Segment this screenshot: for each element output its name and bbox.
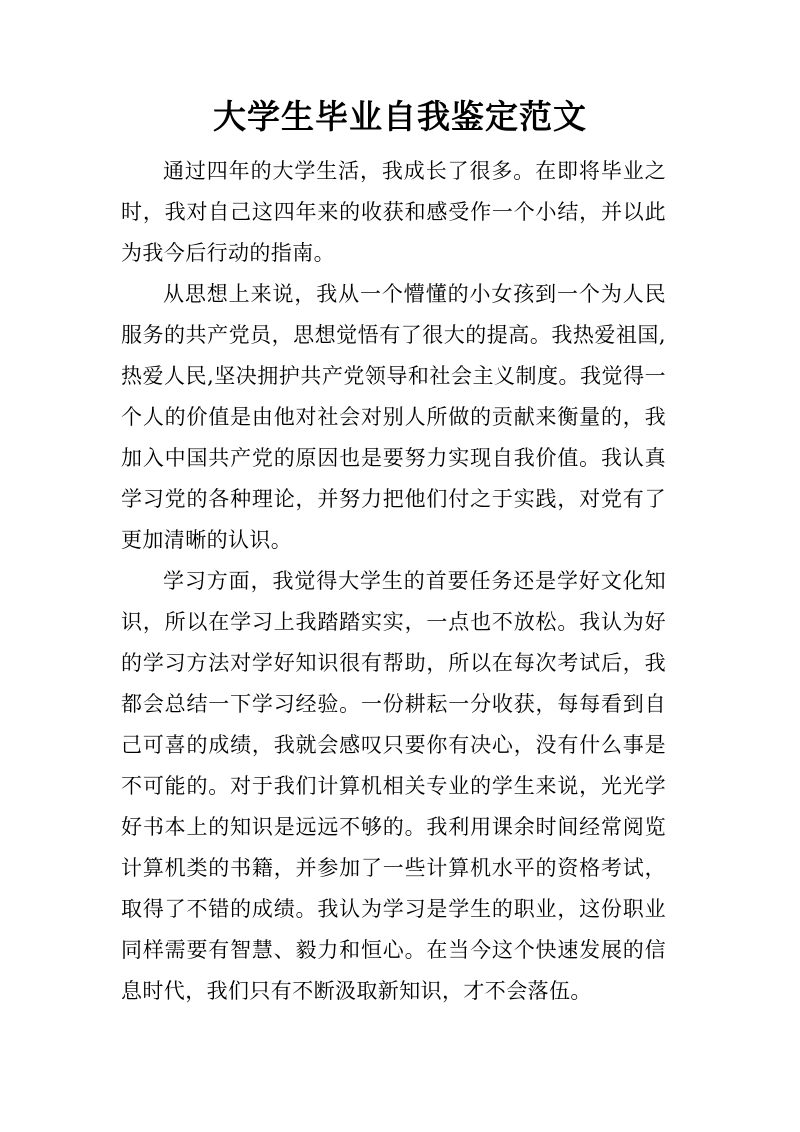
- document-title: 大学生毕业自我鉴定范文: [213, 97, 587, 136]
- document-body: [121, 151, 666, 1012]
- paragraph-ideology: 从思想上来说，我从一个懵懂的小女孩到一个为人民服务的共产党员，思想觉悟有了很大的提高。我热爱祖国,热爱人民,坚决拥护共产党领导和社会主义制度。我觉得一个人的价值是由他对社会对别人所做的贡献来衡量的，我加入中国共产党的原因也是要努力实现自我价值。我认真学习党的各种理论，并努力把他们付之于实践，对党有了更加清晰的认识。: [121, 282, 666, 552]
- paragraph-study: 学习方面，我觉得大学生的首要任务还是学好文化知识，所以在学习上我踏踏实实，一点也不放松。我认为好的学习方法对学好知识很有帮助，所以在每次考试后，我都会总结一下学习经验。一份耕耘一分收获，每每看到自己可喜的成绩，我就会感叹只要你有决心，没有什么事是不可能的。对于我们计算机相关专业的学生来说，光光学好书本上的知识是远远不够的。我利用课余时间经常阅览计算机类的书籍，并参加了一些计算机水平的资格考试，取得了不错的成绩。我认为学习是学生的职业，这份职业同样需要有智慧、毅力和恒心。在当今这个快速发展的信息时代，我们只有不断汲取新知识，才不会落伍。: [121, 569, 666, 1003]
- paragraph-intro: 通过四年的大学生活，我成长了很多。在即将毕业之时，我对自己这四年来的收获和感受作一个小结，并以此为我今后行动的指南。: [121, 159, 666, 265]
